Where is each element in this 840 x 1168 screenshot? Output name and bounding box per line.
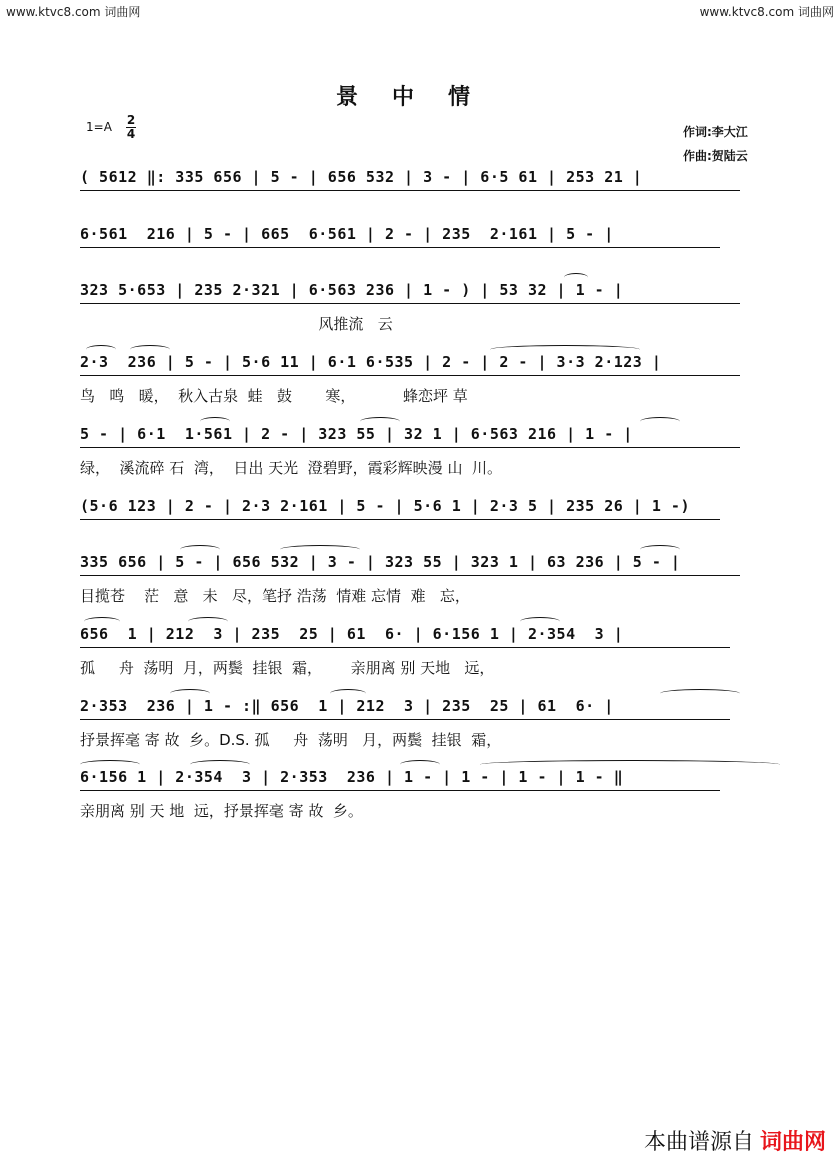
lyrics-line: 绿， 溪流碎 石 湾， 日出 天光 澄碧野，霞彩辉映漫 山 川。 <box>80 459 502 477</box>
notation-line: 2·3 236 | 5 - | 5·6 11 | 6·1 6·535 | 2 - | 2 - | 3·3 2·123 | <box>80 353 662 371</box>
beat-underline <box>80 719 730 720</box>
slur <box>400 760 440 769</box>
beat-underline <box>80 303 740 304</box>
beat-underline <box>80 647 730 648</box>
beat-underline <box>80 190 740 191</box>
credits <box>683 120 748 168</box>
time-signature <box>126 114 136 141</box>
slur <box>188 617 228 626</box>
beat-underline <box>80 575 740 576</box>
lyrics-line: 风推流 云 <box>80 315 393 333</box>
beat-underline <box>80 519 720 520</box>
slur <box>200 417 230 426</box>
slur <box>640 417 680 426</box>
slur <box>86 345 116 354</box>
notation-line: 6·561 216 | 5 - | 665 6·561 | 2 - | 235 2·161 | 5 - | <box>80 225 614 243</box>
beat-underline <box>80 375 740 376</box>
slur <box>190 760 250 769</box>
lyrics-line: 目揽苍 茫 意 未 尽，笔抒 浩荡 情难 忘情 难 忘， <box>80 587 470 605</box>
slur <box>84 617 120 626</box>
lyrics-line: 抒景挥毫 寄 故 乡。D.S. 孤 舟 荡明 月，两鬓 挂银 霜， <box>80 731 502 749</box>
slur <box>80 760 140 769</box>
lyrics-line: 孤 舟 荡明 月，两鬓 挂银 霜， 亲朋离 别 天地 远， <box>80 659 495 677</box>
slur <box>660 689 740 698</box>
composer: 作曲:贺陆云 <box>683 149 748 163</box>
slur <box>170 689 210 698</box>
notation-line: 6·156 1 | 2·354 3 | 2·353 236 | 1 - | 1 - | 1 - | 1 - ‖ <box>80 768 624 786</box>
lyricist: 作词:李大江 <box>683 125 748 139</box>
slur <box>520 617 560 626</box>
slur <box>564 273 588 282</box>
slur <box>490 345 640 354</box>
notation-line: 5 - | 6·1 1·561 | 2 - | 323 55 | 32 1 | 6·563 216 | 1 - | <box>80 425 633 443</box>
song-title: 景中情 <box>335 84 504 110</box>
slur <box>180 545 220 554</box>
notation-line: ( 5612 ‖: 335 656 | 5 - | 656 532 | 3 - | 6·5 61 | 253 21 | <box>80 168 643 186</box>
beat-underline <box>80 790 720 791</box>
key-signature: 1=A <box>86 120 112 134</box>
notation-line: 656 1 | 212 3 | 235 25 | 61 6· | 6·156 1 | 2·354 3 | <box>80 625 624 643</box>
beat-underline <box>80 447 740 448</box>
slur <box>360 417 400 426</box>
notation-line: 2·353 236 | 1 - :‖ 656 1 | 212 3 | 235 25 | 61 6· | <box>80 697 614 715</box>
watermark-left: www.ktvc8.com 词曲网 <box>6 5 141 19</box>
footer-brand: 词曲网 <box>759 1130 826 1155</box>
slur <box>330 689 366 698</box>
footer-source <box>644 1125 826 1156</box>
footer-text: 本曲谱源自 <box>643 1130 754 1155</box>
lyrics-line: 鸟 鸣 暖， 秋入古泉 蛙 鼓 寒， 蜂恋坪 草 <box>80 387 468 405</box>
watermark-right: www.ktvc8.com 词曲网 <box>699 5 834 19</box>
notation-line: 335 656 | 5 - | 656 532 | 3 - | 323 55 | 323 1 | 63 236 | 5 - | <box>80 553 681 571</box>
slur <box>640 545 680 554</box>
time-signature-top: 2 <box>126 113 136 127</box>
lyrics-line: 亲朋离 别 天 地 远，抒景挥毫 寄 故 乡。 <box>80 802 363 820</box>
notation-line: (5·6 123 | 2 - | 2·3 2·161 | 5 - | 5·6 1 | 2·3 5 | 235 26 | 1 -) <box>80 497 690 515</box>
beat-underline <box>80 247 720 248</box>
time-signature-bottom: 4 <box>126 127 136 141</box>
slur <box>130 345 170 354</box>
slur <box>480 760 780 769</box>
slur <box>280 545 360 554</box>
notation-line: 323 5·653 | 235 2·321 | 6·563 236 | 1 - ) | 53 32 | 1 - | <box>80 281 624 299</box>
